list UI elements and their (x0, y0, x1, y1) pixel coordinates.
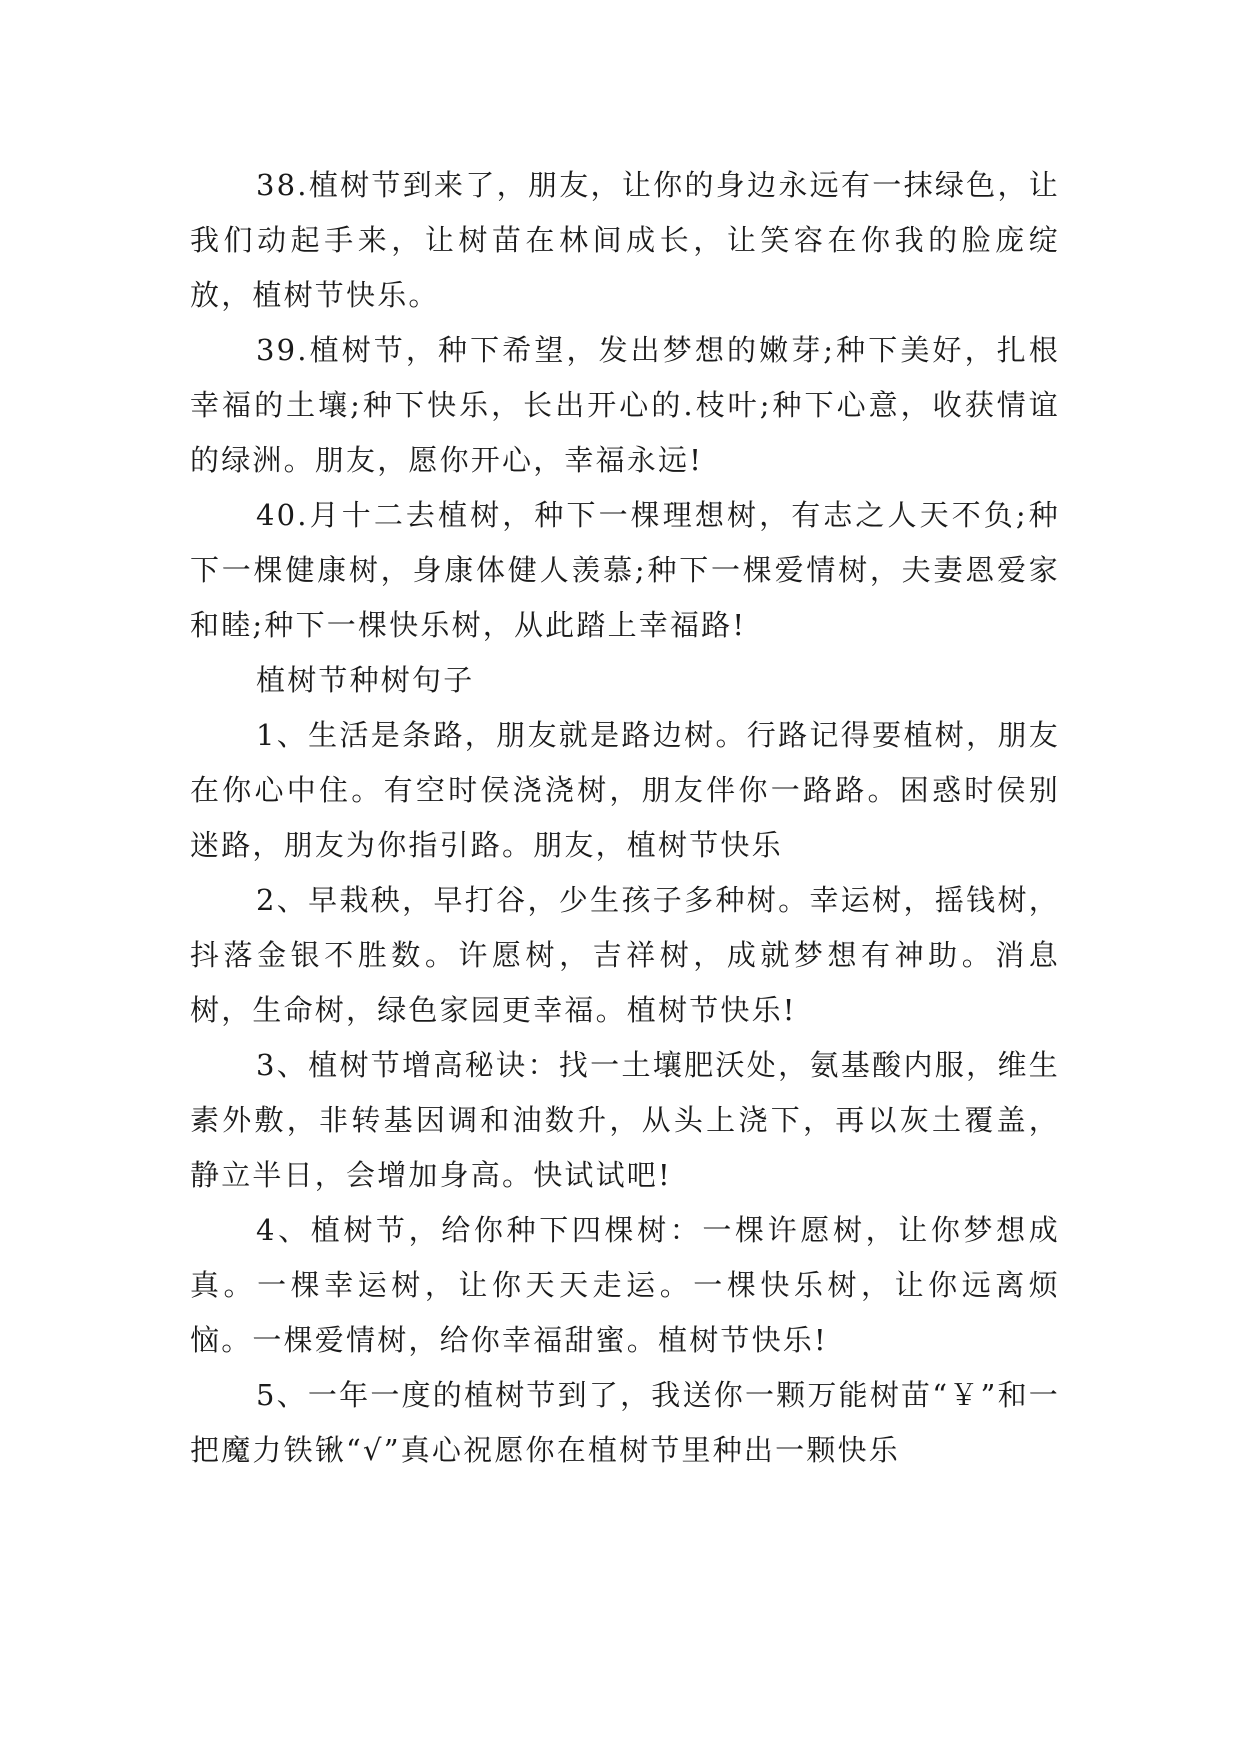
section-paragraph-2: 2、早栽秧，早打谷，少生孩子多种树。幸运树，摇钱树，抖落金银不胜数。许愿树，吉祥树，成就梦想有神助。消息树，生命树，绿色家园更幸福。植树节快乐! (190, 883, 1060, 1027)
paragraph-40: 40.月十二去植树，种下一棵理想树，有志之人天不负;种下一棵健康树，身康体健人羡慕;种下一棵爱情树，夫妻恩爱家和睦;种下一棵快乐树，从此踏上幸福路! (190, 498, 1060, 642)
section-paragraph-1: 1、生活是条路，朋友就是路边树。行路记得要植树，朋友在你心中住。有空时侯浇浇树，朋友伴你一路路。困惑时侯别迷路，朋友为你指引路。朋友，植树节快乐 (190, 718, 1060, 862)
document-body (190, 158, 1060, 1478)
section-paragraph-3: 3、植树节增高秘诀：找一土壤肥沃处，氨基酸内服，维生素外敷，非转基因调和油数升，从头上浇下，再以灰土覆盖，静立半日，会增加身高。快试试吧! (190, 1048, 1060, 1192)
section-paragraph-5: 5、一年一度的植树节到了，我送你一颗万能树苗“￥”和一把魔力铁锹“√”真心祝愿你在植树节里种出一颗快乐 (190, 1378, 1060, 1467)
section-heading: 植树节种树句子 (256, 663, 475, 697)
section-paragraph-4: 4、植树节，给你种下四棵树：一棵许愿树，让你梦想成真。一棵幸运树，让你天天走运。一棵快乐树，让你远离烦恼。一棵爱情树，给你幸福甜蜜。植树节快乐! (190, 1213, 1060, 1357)
paragraph-39: 39.植树节，种下希望，发出梦想的嫩芽;种下美好，扎根幸福的土壤;种下快乐，长出开心的.枝叶;种下心意，收获情谊的绿洲。朋友，愿你开心，幸福永远! (190, 333, 1060, 477)
paragraph-38: 38.植树节到来了，朋友，让你的身边永远有一抹绿色，让我们动起手来，让树苗在林间成长，让笑容在你我的脸庞绽放，植树节快乐。 (190, 168, 1060, 312)
